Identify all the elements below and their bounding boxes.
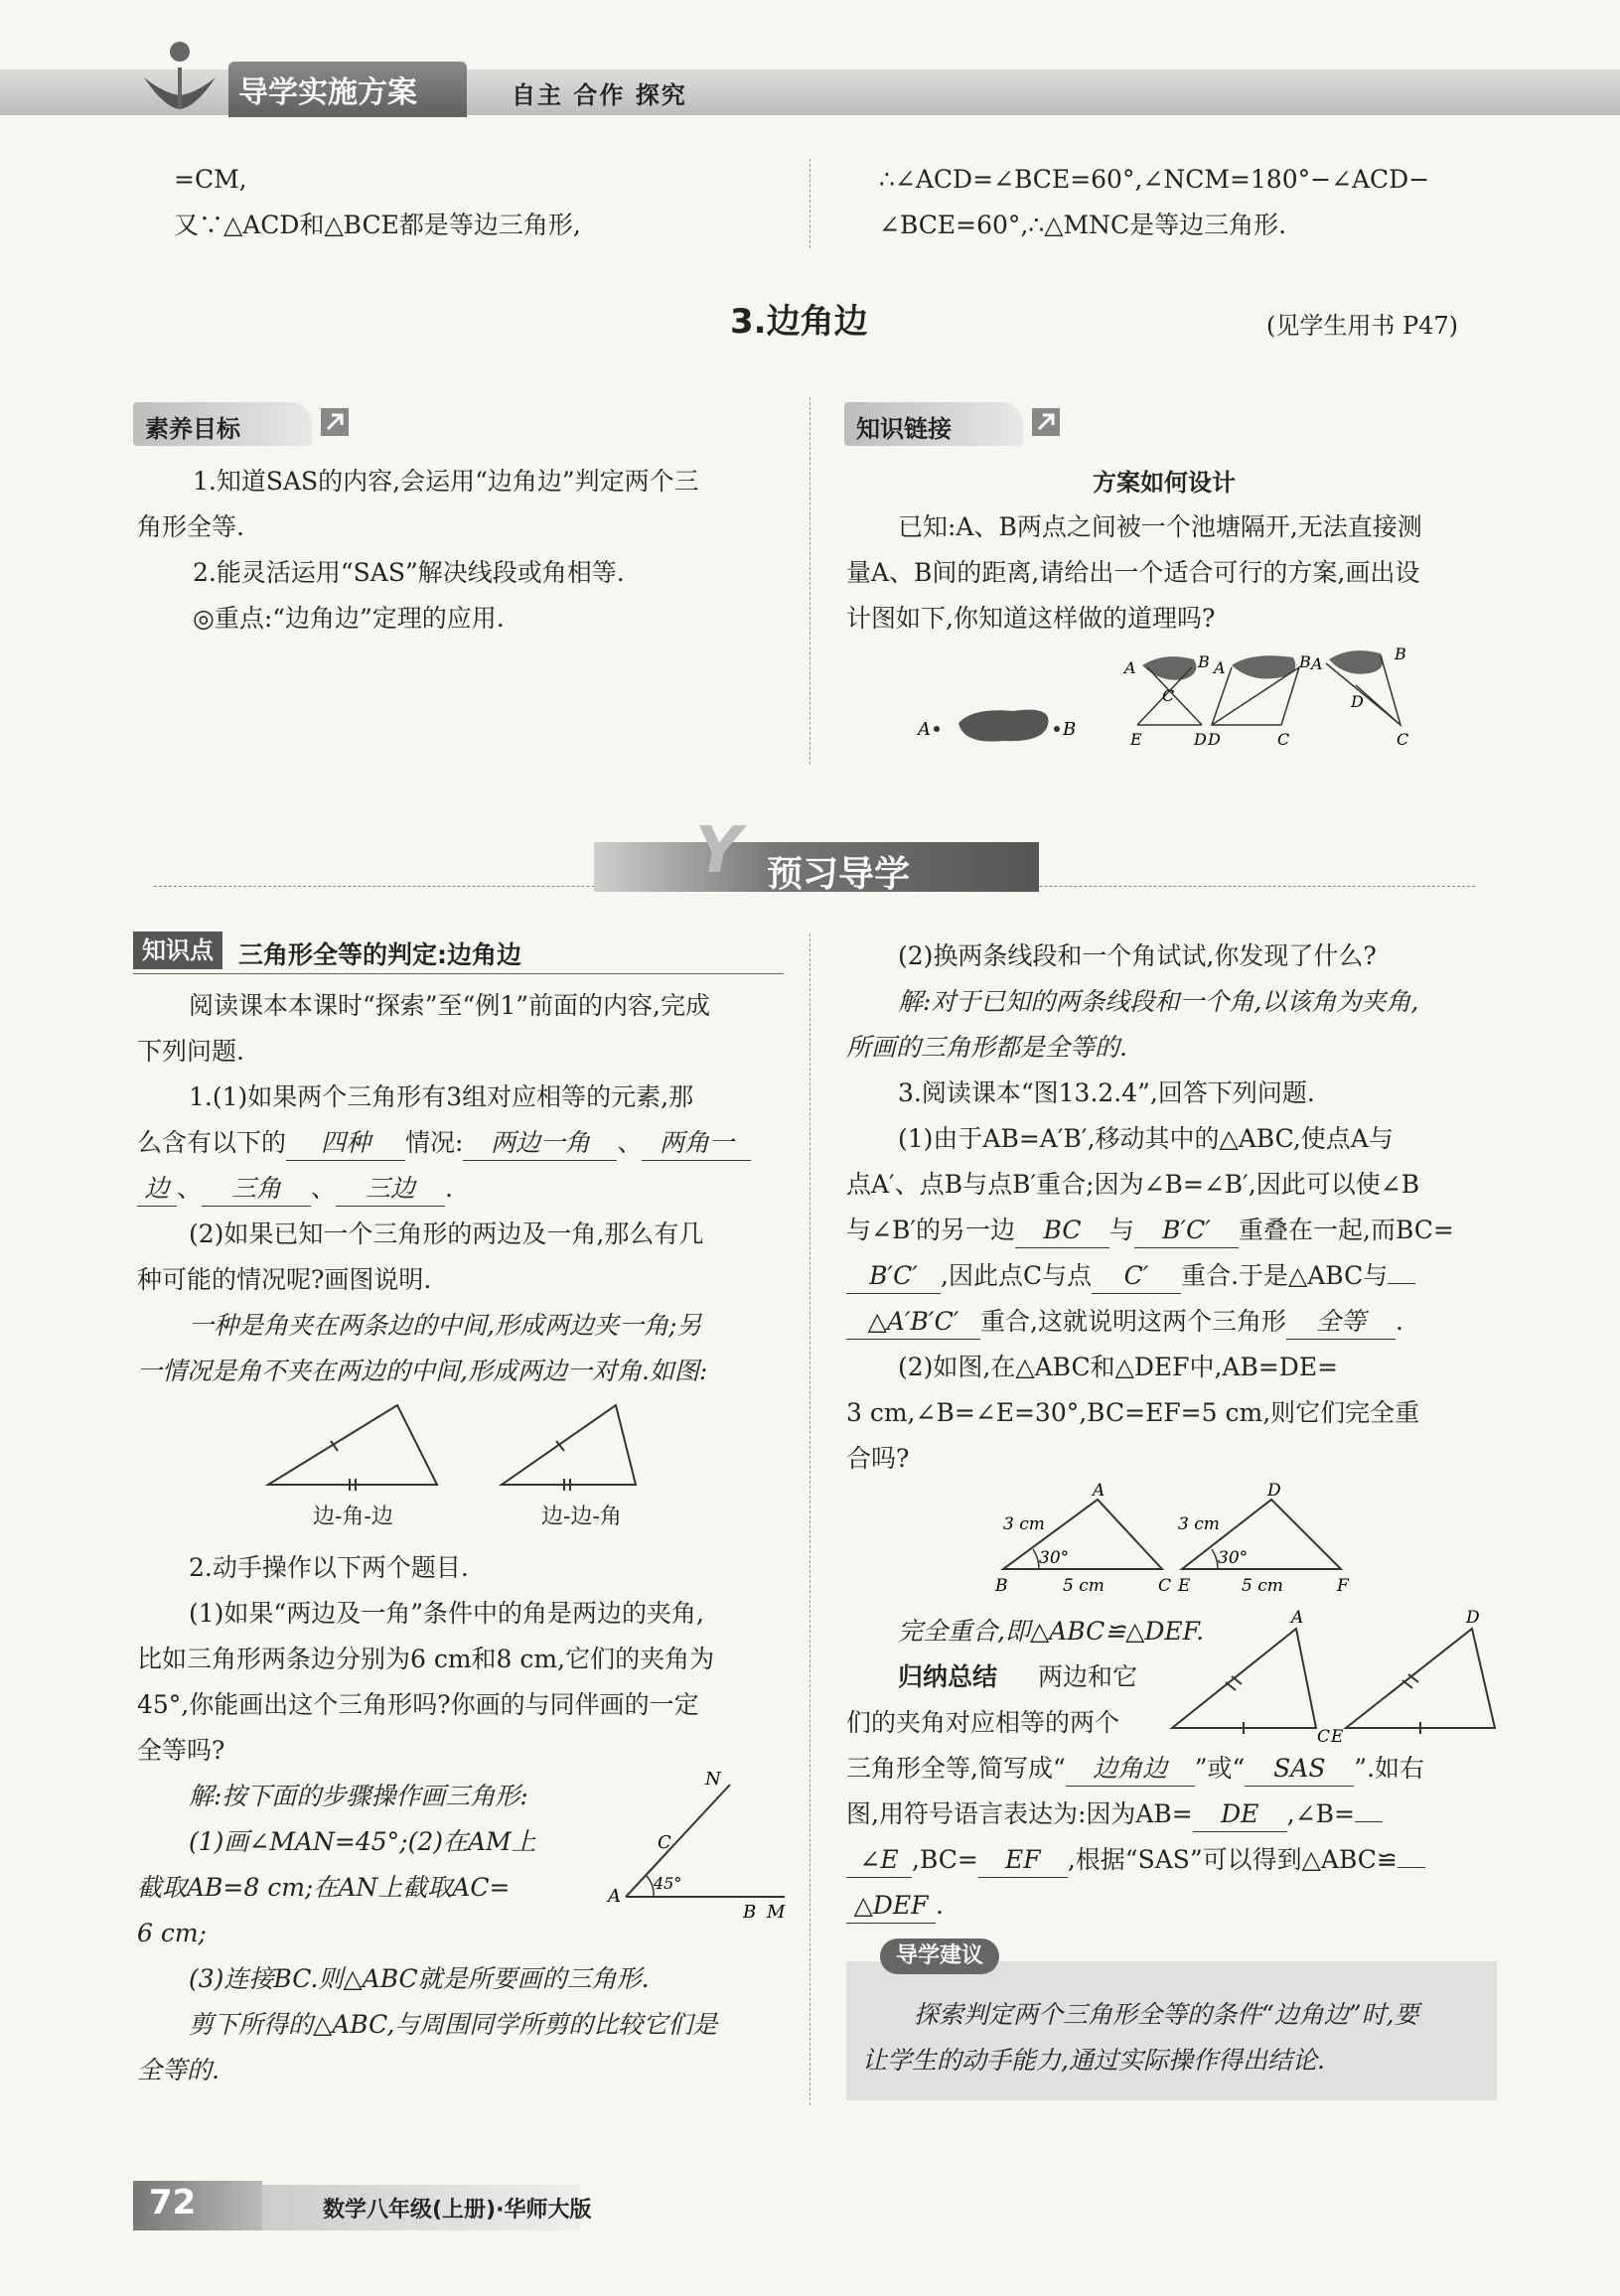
svg-text:B: B bbox=[1395, 646, 1406, 663]
top-left-line2: 又∵△ACD和△BCE都是等边三角形, bbox=[174, 211, 581, 239]
svg-text:D: D bbox=[1194, 730, 1207, 749]
svg-text:F: F bbox=[1337, 1576, 1349, 1596]
right-r3: 所画的三角形都是全等的. bbox=[846, 1033, 1127, 1062]
svg-text:B: B bbox=[1198, 652, 1210, 671]
link-line1: 已知:A、B两点之间被一个池塘隔开,无法直接测 bbox=[898, 512, 1422, 541]
kp-q3d: 全等吗? bbox=[137, 1736, 225, 1765]
kp-title-underline bbox=[133, 973, 784, 974]
goals-tag: 素养目标 bbox=[145, 415, 240, 443]
book-title: 数学八年级(上册)·华师大版 bbox=[323, 2198, 592, 2223]
triangles-abc-def bbox=[983, 1480, 1381, 1599]
right-r8: B′C′ ,因此点C与点 C′ 重合.于是△ABC与 bbox=[846, 1253, 1415, 1299]
page-number: 72 bbox=[149, 2183, 197, 2223]
svg-text:30°: 30° bbox=[1039, 1548, 1070, 1568]
kp-q1b: 么含有以下的 四种 情况: 两边一角 、 两角一 bbox=[137, 1120, 751, 1166]
section-ref: (见学生用书 P47) bbox=[1266, 312, 1459, 340]
svg-text:A: A bbox=[1291, 1609, 1304, 1628]
svg-text:A: A bbox=[1214, 658, 1226, 677]
logo-icon bbox=[134, 38, 223, 117]
kp-s5: (3)连接BC.则△ABC就是所要画的三角形. bbox=[189, 1964, 650, 1993]
svg-text:45°: 45° bbox=[654, 1874, 682, 1893]
svg-text:C: C bbox=[658, 1832, 671, 1853]
header-title: 导学实施方案 bbox=[238, 75, 417, 110]
kp-a2a: 一种是角夹在两条边的中间,形成两边夹一角;另 bbox=[189, 1311, 702, 1340]
svg-text:A: A bbox=[918, 719, 931, 740]
kp-line1: 阅读课本本课时“探索”至“例1”前面的内容,完成 bbox=[189, 991, 710, 1020]
goals-line2: 角形全等. bbox=[137, 512, 244, 541]
right-r13: 完全重合,即△ABC≌△DEF. bbox=[898, 1617, 1205, 1646]
top-left-line1: =CM, bbox=[174, 165, 247, 194]
top-right-line2: ∠BCE=60°,∴△MNC是等边三角形. bbox=[879, 211, 1287, 239]
kp-s1: 解:按下面的步骤操作画三角形: bbox=[189, 1782, 528, 1810]
summary-triangles bbox=[1162, 1609, 1500, 1748]
summary-line2: 们的夹角对应相等的两个 bbox=[846, 1708, 1120, 1737]
section-title: 3.边角边 bbox=[730, 302, 868, 342]
svg-text:B: B bbox=[743, 1902, 757, 1922]
summary-line6: △DEF . bbox=[846, 1883, 944, 1929]
kp-tag: 知识点 bbox=[133, 932, 222, 969]
kp-s2: (1)画∠MAN=45°;(2)在AM上 bbox=[189, 1827, 536, 1856]
goals-line1: 1.知道SAS的内容,会运用“边角边”判定两个三 bbox=[193, 467, 699, 496]
svg-text:3 cm: 3 cm bbox=[1003, 1514, 1045, 1534]
summary-tag: 归纳总结 bbox=[898, 1662, 998, 1691]
svg-text:A: A bbox=[1124, 658, 1136, 677]
banner-y-logo: Y bbox=[695, 814, 742, 888]
kp-q2a: (2)如果已知一个三角形的两边及一角,那么有几 bbox=[189, 1220, 704, 1248]
svg-text:C: C bbox=[1317, 1727, 1331, 1747]
kp-s4: 6 cm; bbox=[137, 1919, 207, 1947]
kp-s6: 剪下所得的△ABC,与周围同学所剪的比较它们是 bbox=[189, 2010, 718, 2039]
svg-text:30°: 30° bbox=[1218, 1548, 1249, 1568]
svg-text:D: D bbox=[1208, 730, 1221, 749]
svg-text:N: N bbox=[705, 1769, 721, 1790]
right-r12: 合吗? bbox=[846, 1444, 910, 1473]
kp-q3a: (1)如果“两边及一角”条件中的角是两边的夹角, bbox=[189, 1599, 704, 1628]
preview-title: 预习导学 bbox=[767, 854, 911, 895]
right-r9: △A′B′C′ 重合,这就说明这两个三角形 全等 . bbox=[846, 1299, 1403, 1345]
kp-a2b: 一情况是角不夹在两边的中间,形成两边一对角.如图: bbox=[137, 1357, 708, 1385]
svg-text:C: C bbox=[1162, 686, 1175, 705]
svg-text:A: A bbox=[608, 1886, 621, 1907]
summary-line4: 图,用符号语言表达为:因为AB= DE ,∠B= bbox=[846, 1792, 1383, 1837]
summary-line3: 三角形全等,简写成“ 边角边 ”或“ SAS ”.如右 bbox=[846, 1746, 1424, 1792]
svg-text:C: C bbox=[1158, 1576, 1172, 1596]
kp-q3b: 比如三角形两条边分别为6 cm和8 cm,它们的夹角为 bbox=[137, 1645, 715, 1673]
svg-text:M: M bbox=[767, 1902, 786, 1922]
arrow-icon bbox=[320, 407, 350, 437]
right-r5: (1)由于AB=A′B′,移动其中的△ABC,使点A与 bbox=[898, 1124, 1394, 1153]
kp-q1a: 1.(1)如果两个三角形有3组对应相等的元素,那 bbox=[189, 1082, 694, 1111]
top-right-line1: ∴∠ACD=∠BCE=60°,∠NCM=180°−∠ACD− bbox=[879, 165, 1430, 194]
fig-label-ssa: 边-边-角 bbox=[541, 1505, 622, 1529]
goals-line3: 2.能灵活运用“SAS”解决线段或角相等. bbox=[193, 558, 625, 587]
svg-text:B: B bbox=[1063, 719, 1077, 740]
link-tag: 知识链接 bbox=[856, 415, 952, 443]
right-r7: 与∠B′的另一边 BC 与 B′C′ 重叠在一起,而BC= bbox=[846, 1208, 1454, 1253]
svg-text:A: A bbox=[1311, 654, 1323, 673]
kp-q3c: 45°,你能画出这个三角形吗?你画的与同伴画的一定 bbox=[137, 1690, 699, 1719]
advice-tag: 导学建议 bbox=[880, 1938, 999, 1974]
kp-q2b: 种可能的情况呢?画图说明. bbox=[137, 1265, 432, 1294]
svg-text:D: D bbox=[1351, 692, 1364, 711]
svg-text:C: C bbox=[1277, 730, 1290, 749]
kp-s3: 截取AB=8 cm;在AN上截取AC= bbox=[137, 1873, 511, 1902]
right-r1: (2)换两条线段和一个角试试,你发现了什么? bbox=[898, 941, 1377, 970]
summary-line5: ∠E ,BC= EF ,根据“SAS”可以得到△ABC≌ bbox=[846, 1837, 1425, 1883]
svg-text:3 cm: 3 cm bbox=[1178, 1514, 1220, 1534]
pond-diagrams bbox=[904, 646, 1480, 755]
arrow-icon bbox=[1031, 407, 1061, 437]
summary-line1: 两边和它 bbox=[1038, 1662, 1138, 1691]
svg-text:C: C bbox=[1397, 730, 1409, 749]
right-r6: 点A′、点B与点B′重合;因为∠B=∠B′,因此可以使∠B bbox=[846, 1170, 1420, 1199]
right-r11: 3 cm,∠B=∠E=30°,BC=EF=5 cm,则它们完全重 bbox=[846, 1398, 1420, 1427]
triangle-figures bbox=[258, 1395, 675, 1495]
link-line3: 计图如下,你知道这样做的道理吗? bbox=[846, 604, 1216, 633]
header-tags: 自主 合作 探究 bbox=[512, 81, 687, 109]
svg-text:D: D bbox=[1466, 1609, 1480, 1628]
right-r10: (2)如图,在△ABC和△DEF中,AB=DE= bbox=[898, 1353, 1339, 1381]
svg-text:E: E bbox=[1130, 730, 1142, 749]
link-line2: 量A、B间的距离,请给出一个适合可行的方案,画出设 bbox=[846, 558, 1420, 587]
svg-text:E: E bbox=[1331, 1727, 1344, 1747]
link-title: 方案如何设计 bbox=[1093, 469, 1236, 497]
kp-line2: 下列问题. bbox=[137, 1037, 244, 1066]
svg-text:E: E bbox=[1178, 1576, 1191, 1596]
kp-q3: 2.动手操作以下两个题目. bbox=[189, 1553, 469, 1582]
svg-text:D: D bbox=[1267, 1481, 1281, 1501]
svg-text:B: B bbox=[1299, 652, 1311, 671]
advice-line2: 让学生的动手能力,通过实际操作得出结论. bbox=[862, 2046, 1325, 2075]
kp-s7: 全等的. bbox=[137, 2056, 220, 2084]
advice-line1: 探索判定两个三角形全等的条件“边角边”时,要 bbox=[914, 2000, 1419, 2029]
goals-line4: ◎重点:“边角边”定理的应用. bbox=[193, 604, 505, 633]
svg-text:5 cm: 5 cm bbox=[1063, 1576, 1105, 1596]
fig-label-sas: 边-角-边 bbox=[313, 1505, 393, 1529]
angle-figure bbox=[606, 1763, 795, 1922]
svg-text:B: B bbox=[995, 1576, 1008, 1596]
kp-q1c: 边 、 三角 、 三边 . bbox=[137, 1166, 453, 1212]
svg-text:A: A bbox=[1093, 1481, 1105, 1501]
svg-text:5 cm: 5 cm bbox=[1242, 1576, 1283, 1596]
kp-title: 三角形全等的判定:边角边 bbox=[238, 940, 521, 969]
right-r4: 3.阅读课本“图13.2.4”,回答下列问题. bbox=[898, 1078, 1315, 1107]
right-r2: 解:对于已知的两条线段和一个角,以该角为夹角, bbox=[898, 987, 1419, 1016]
